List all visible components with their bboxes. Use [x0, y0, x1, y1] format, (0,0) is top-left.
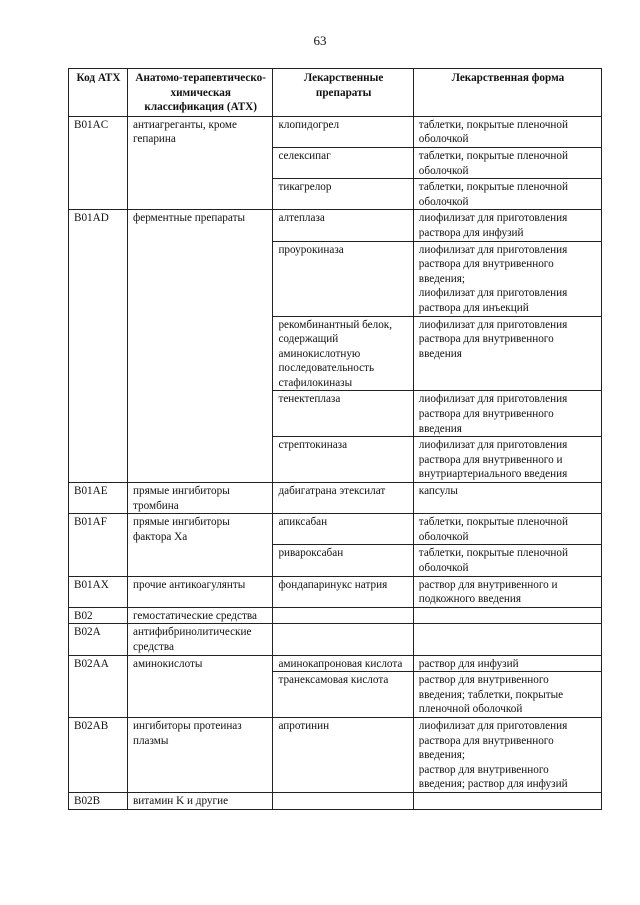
- form-cell: [413, 624, 601, 655]
- drug-cell: клопидогрел: [273, 116, 413, 147]
- atc-code-cell: B01AX: [69, 576, 128, 607]
- header-form: Лекарственная форма: [413, 69, 601, 117]
- atc-class-cell: аминокислоты: [127, 655, 272, 717]
- form-text: раствор для внутривенного и подкожного введения: [418, 578, 558, 606]
- drug-cell: аминокапроновая кислота: [273, 655, 413, 672]
- form-cell: [413, 241, 601, 316]
- form-text: таблетки, покрытые пленочной оболочкой: [418, 547, 568, 574]
- table-row: [69, 717, 602, 792]
- form-cell: [413, 655, 601, 672]
- table-row: [69, 624, 602, 655]
- atc-table: [68, 68, 602, 810]
- atc-code-cell: B01AC: [69, 116, 128, 210]
- form-text: лиофилизат для приготовления раствора для внутривенного введения; раствор для внутривенного введения; раствор для инфузий: [418, 719, 568, 791]
- drug-cell: фондапаринукс натрия: [273, 576, 413, 607]
- atc-class-cell: антифибринолитические средства: [127, 624, 272, 655]
- form-cell: [413, 545, 601, 576]
- form-text: таблетки, покрытые пленочной оболочкой: [418, 516, 568, 543]
- table-row: [69, 576, 602, 607]
- form-text: таблетки, покрытые пленочной оболочкой: [418, 181, 568, 208]
- form-text: таблетки, покрытые пленочной оболочкой: [418, 149, 568, 177]
- form-cell: [413, 607, 601, 624]
- table-row: [69, 210, 602, 241]
- header-drugs: Лекарственные препараты: [273, 69, 413, 117]
- form-text: капсулы: [418, 485, 458, 498]
- form-text: лиофилизат для приготовления раствора для внутривенного введения: [418, 393, 568, 435]
- form-cell: [413, 576, 601, 607]
- header-code: Код АТХ: [69, 69, 128, 117]
- form-cell: [413, 717, 601, 792]
- drug-cell: транексамовая кислота: [273, 672, 413, 718]
- atc-code-cell: B01AE: [69, 483, 128, 514]
- form-cell: [413, 792, 601, 809]
- table-row: [69, 514, 602, 545]
- drug-cell: алтеплаза: [273, 210, 413, 241]
- table-row: [69, 116, 602, 147]
- drug-cell: тикагрелор: [273, 179, 413, 210]
- atc-code-cell: B02A: [69, 624, 128, 655]
- table-header-row: [69, 69, 602, 117]
- atc-code-cell: B02AA: [69, 655, 128, 717]
- atc-code-cell: B01AF: [69, 514, 128, 576]
- atc-code-cell: B02: [69, 607, 128, 624]
- form-cell: [413, 514, 601, 545]
- drug-cell: стрептокиназа: [273, 437, 413, 483]
- header-classification: Анатомо-терапевтическо-химическая классификация (АТХ): [127, 69, 272, 117]
- drug-cell: дабигатрана этексилат: [273, 483, 413, 514]
- atc-code-cell: B01AD: [69, 210, 128, 483]
- form-text: раствор для внутривенного введения; таблетки, покрытые пленочной оболочкой: [418, 674, 564, 716]
- atc-class-cell: витамин K и другие: [127, 792, 272, 809]
- form-text: раствор для инфузий: [418, 657, 519, 670]
- drug-cell: ривароксабан: [273, 545, 413, 576]
- form-cell: [413, 147, 601, 178]
- page-number: 63: [313, 33, 327, 48]
- form-cell: [413, 210, 601, 241]
- form-cell: [413, 437, 601, 483]
- form-cell: [413, 483, 601, 514]
- atc-class-cell: ингибиторы протеиназ плазмы: [127, 717, 272, 792]
- form-cell: [413, 179, 601, 210]
- form-text: лиофилизат для приготовления раствора для инфузий: [418, 212, 568, 239]
- table-row: [69, 483, 602, 514]
- table-row: [69, 655, 602, 672]
- atc-class-cell: прочие антикоагулянты: [127, 576, 272, 607]
- drug-cell: [273, 607, 413, 624]
- drug-cell: проурокиназа: [273, 241, 413, 316]
- atc-class-cell: гемостатические средства: [127, 607, 272, 624]
- form-cell: [413, 116, 601, 147]
- atc-class-cell: ферментные препараты: [127, 210, 272, 483]
- drug-cell: селексипаг: [273, 147, 413, 178]
- form-text: таблетки, покрытые пленочной оболочкой: [418, 118, 568, 146]
- form-text: лиофилизат для приготовления раствора для внутривенного введения: [418, 318, 568, 360]
- atc-class-cell: прямые ингибиторы фактора Xa: [127, 514, 272, 576]
- atc-code-cell: B02B: [69, 792, 128, 809]
- atc-code-cell: B02AB: [69, 717, 128, 792]
- drug-cell: [273, 624, 413, 655]
- form-text: лиофилизат для приготовления раствора для внутривенного введения; лиофилизат для приготовления раствора для инъекций: [418, 243, 568, 314]
- form-cell: [413, 316, 601, 391]
- drug-cell: апиксабан: [273, 514, 413, 545]
- atc-class-cell: антиагреганты, кроме гепарина: [127, 116, 272, 210]
- form-cell: [413, 672, 601, 718]
- form-text: лиофилизат для приготовления раствора для внутривенного и внутриартериального введения: [418, 439, 568, 481]
- drug-cell: апротинин: [273, 717, 413, 792]
- table-row: [69, 607, 602, 624]
- drug-cell: [273, 792, 413, 809]
- table-row: [69, 792, 602, 809]
- drug-cell: рекомбинантный белок, содержащий аминокислотную последовательность стафилокиназы: [273, 316, 413, 391]
- form-cell: [413, 391, 601, 437]
- drug-cell: тенектеплаза: [273, 391, 413, 437]
- atc-class-cell: прямые ингибиторы тромбина: [127, 483, 272, 514]
